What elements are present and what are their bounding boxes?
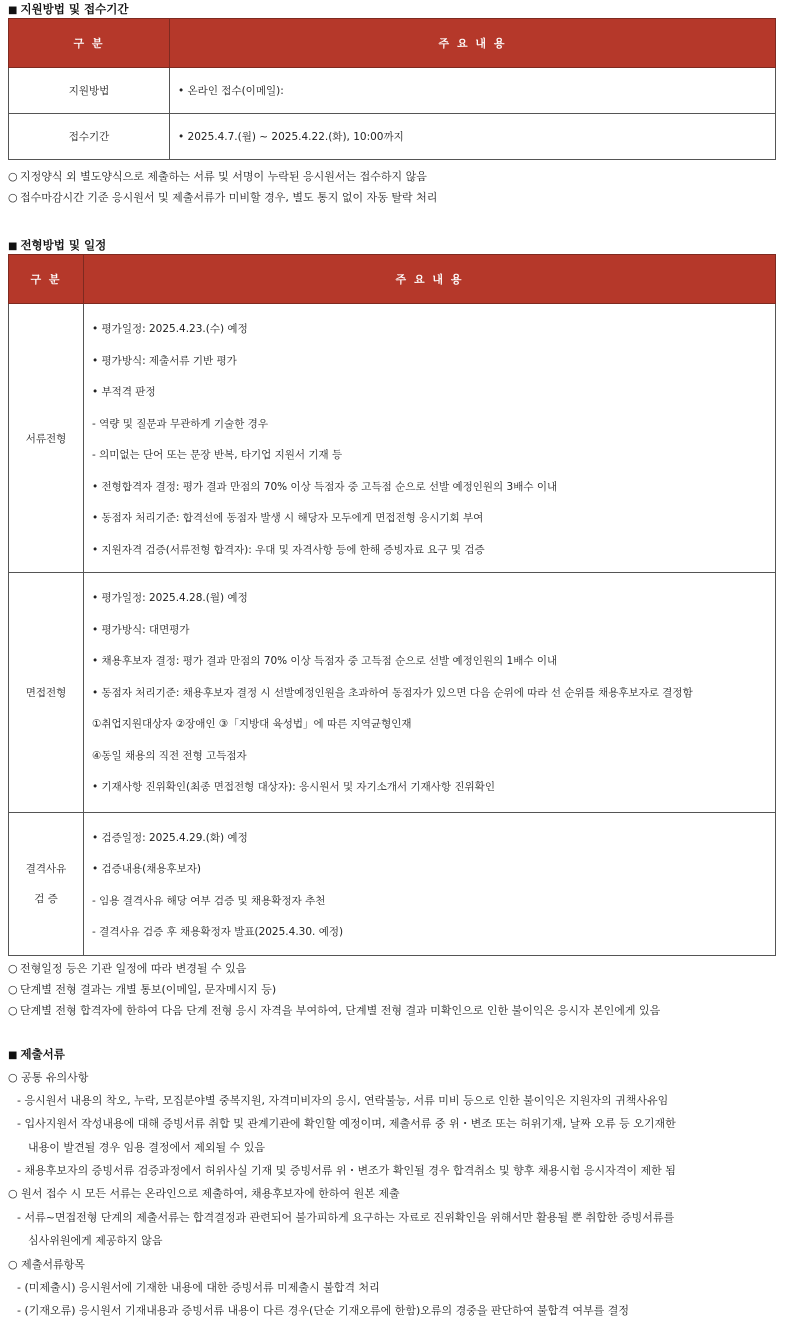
row-content-period: • 2025.4.7.(월) ~ 2025.4.22.(화), 10:00까지	[170, 114, 776, 160]
circle-bullet-icon: ○	[8, 170, 18, 183]
row-label-method: 지원방법	[9, 68, 170, 114]
content-line: • 평가일정: 2025.4.28.(월) 예정	[92, 592, 248, 604]
doc-line: 내용이 발견될 경우 임용 결정에서 제외될 수 있음	[28, 1140, 265, 1154]
doc-line: - (기재오류) 응시원서 기재내용과 증빙서류 내용이 다른 경우(단순 기재오류에 한함)오류의 경중을 판단하여 불합격 여부를 결정	[17, 1304, 630, 1318]
content-line: • 평가방식: 대면평가	[92, 623, 190, 636]
header-main-content: 주 요 내 용	[84, 255, 776, 304]
row-content-method: • 온라인 접수(이메일):	[170, 68, 776, 114]
note-item: ○ 접수마감시간 기준 응시원서 및 제출서류가 미비할 경우, 별도 통지 없이 자동 탈락 처리	[8, 187, 792, 208]
selection-table	[8, 254, 776, 956]
header-category: 구 분	[9, 255, 84, 304]
note-item: ○ 단계별 전형 결과는 개별 통보(이메일, 문자메시지 등)	[8, 979, 792, 1000]
doc-line: - 응시원서 내용의 착오, 누락, 모집분야별 중복지원, 자격미비자의 응시, 연락불능, 서류 미비 등으로 인한 불이익은 지원자의 귀책사유임	[17, 1093, 669, 1107]
row-label-document-screening: 서류전형	[9, 304, 84, 573]
doc-line: - 입사지원서 작성내용에 대해 증빙서류 취합 및 관계기관에 확인할 예정이며, 제출서류 중 위・변조 또는 허위기재, 날짜 오류 등 오기재한	[17, 1117, 676, 1131]
content-line: • 동점자 처리기준: 채용후보자 결정 시 선발예정인원을 초과하여 동점자가 있으면 다음 순위에 따라 선 순위를 채용후보자로 결정함	[92, 686, 693, 699]
doc-line-heading: ○ 제출서류항목	[8, 1257, 85, 1271]
circle-bullet-icon: ○	[8, 982, 18, 996]
note-item: ○ 전형일정 등은 기관 일정에 따라 변경될 수 있음	[8, 958, 792, 979]
note-item: ○ 지정양식 외 별도양식으로 제출하는 서류 및 서명이 누락된 응시원서는 접수하지 않음	[8, 166, 792, 187]
section-title-documents: ■ 제출서류	[8, 1046, 65, 1061]
content-line: - 결격사유 검증 후 채용확정자 발표(2025.4.30. 예정)	[92, 926, 344, 938]
doc-line-heading: ○ 원서 접수 시 모든 서류는 온라인으로 제출하여, 채용후보자에 한하여 원본 제출	[8, 1187, 400, 1201]
note-item: ○ 단계별 전형 합격자에 한하여 다음 단계 전형 응시 자격을 부여하여, 단계별 전형 결과 미확인으로 인한 불이익은 응시자 본인에게 있음	[8, 1000, 792, 1021]
header-category: 구 분	[9, 19, 170, 68]
doc-line: - 채용후보자의 증빙서류 검증과정에서 허위사실 기재 및 증빙서류 위・변조가 확인될 경우 합격취소 및 향후 채용시험 응시자격이 제한 됨	[17, 1164, 676, 1178]
content-line: • 검증내용(채용후보자)	[92, 863, 202, 875]
row-label-disqualification-check: 결격사유 검 증	[9, 812, 84, 955]
doc-line: - (미제출시) 응시원서에 기재한 내용에 대한 증빙서류 미제출시 불합격 처리	[17, 1281, 380, 1295]
doc-line: 심사위원에게 제공하지 않음	[28, 1234, 163, 1248]
row-label-period: 접수기간	[9, 114, 170, 160]
content-line: • 부적격 판정	[92, 386, 156, 398]
content-line: • 검증일정: 2025.4.29.(화) 예정	[92, 831, 248, 844]
content-line: - 의미없는 단어 또는 문장 반복, 타기업 지원서 기재 등	[92, 449, 343, 461]
content-line: • 동점자 처리기준: 합격선에 동점자 발생 시 해당자 모두에게 면접전형 응시기회 부여	[92, 512, 484, 524]
application-table	[8, 18, 776, 160]
row-content-interview	[84, 573, 776, 813]
square-bullet-icon: ■	[8, 241, 18, 252]
square-bullet-icon: ■	[8, 5, 18, 16]
content-line: • 평가일정: 2025.4.23.(수) 예정	[92, 323, 248, 335]
content-line: • 기재사항 진위확인(최종 면접전형 대상자): 응시원서 및 자기소개서 기재사항 진위확인	[92, 781, 495, 793]
row-content-disqualification-check	[84, 812, 776, 955]
content-line: • 평가방식: 제출서류 기반 평가	[92, 354, 237, 367]
section-title-selection: ■ 전형방법 및 일정	[8, 238, 107, 252]
square-bullet-icon: ■	[8, 1049, 18, 1061]
doc-line-heading: ○ 공통 유의사항	[8, 1070, 89, 1084]
doc-line: - 서류~면접전형 단계의 제출서류는 합격결정과 관련되어 불가피하게 요구하는 자료로 진위확인을 위해서만 활용될 뿐 취합한 증빙서류를	[17, 1210, 675, 1224]
content-line: - 임용 결격사유 해당 여부 검증 및 채용확정자 추천	[92, 894, 326, 907]
content-line: • 지원자격 검증(서류전형 합격자): 우대 및 자격사항 등에 한해 증빙자료 요구 및 검증	[92, 543, 485, 556]
section-title-application: ■ 지원방법 및 접수기간	[8, 2, 129, 16]
content-line: - 역량 및 질문과 무관하게 기술한 경우	[92, 417, 268, 430]
header-main-content: 주 요 내 용	[170, 19, 776, 68]
content-line: ④동일 채용의 직전 전형 고득점자	[92, 749, 247, 762]
content-line: • 전형합격자 결정: 평가 결과 만점의 70% 이상 득점자 중 고득점 순으로 선발 예정인원의 3배수 이내	[92, 480, 558, 493]
circle-bullet-icon: ○	[8, 1003, 18, 1017]
row-label-interview: 면접전형	[9, 573, 84, 813]
row-content-document-screening	[84, 304, 776, 573]
content-line: • 채용후보자 결정: 평가 결과 만점의 70% 이상 득점자 중 고득점 순으로 선발 예정인원의 1배수 이내	[92, 655, 558, 667]
circle-bullet-icon: ○	[8, 191, 18, 204]
circle-bullet-icon: ○	[8, 961, 18, 975]
content-line: ①취업지원대상자 ②장애인 ③「지방대 육성법」에 따른 지역균형인재	[92, 718, 412, 730]
